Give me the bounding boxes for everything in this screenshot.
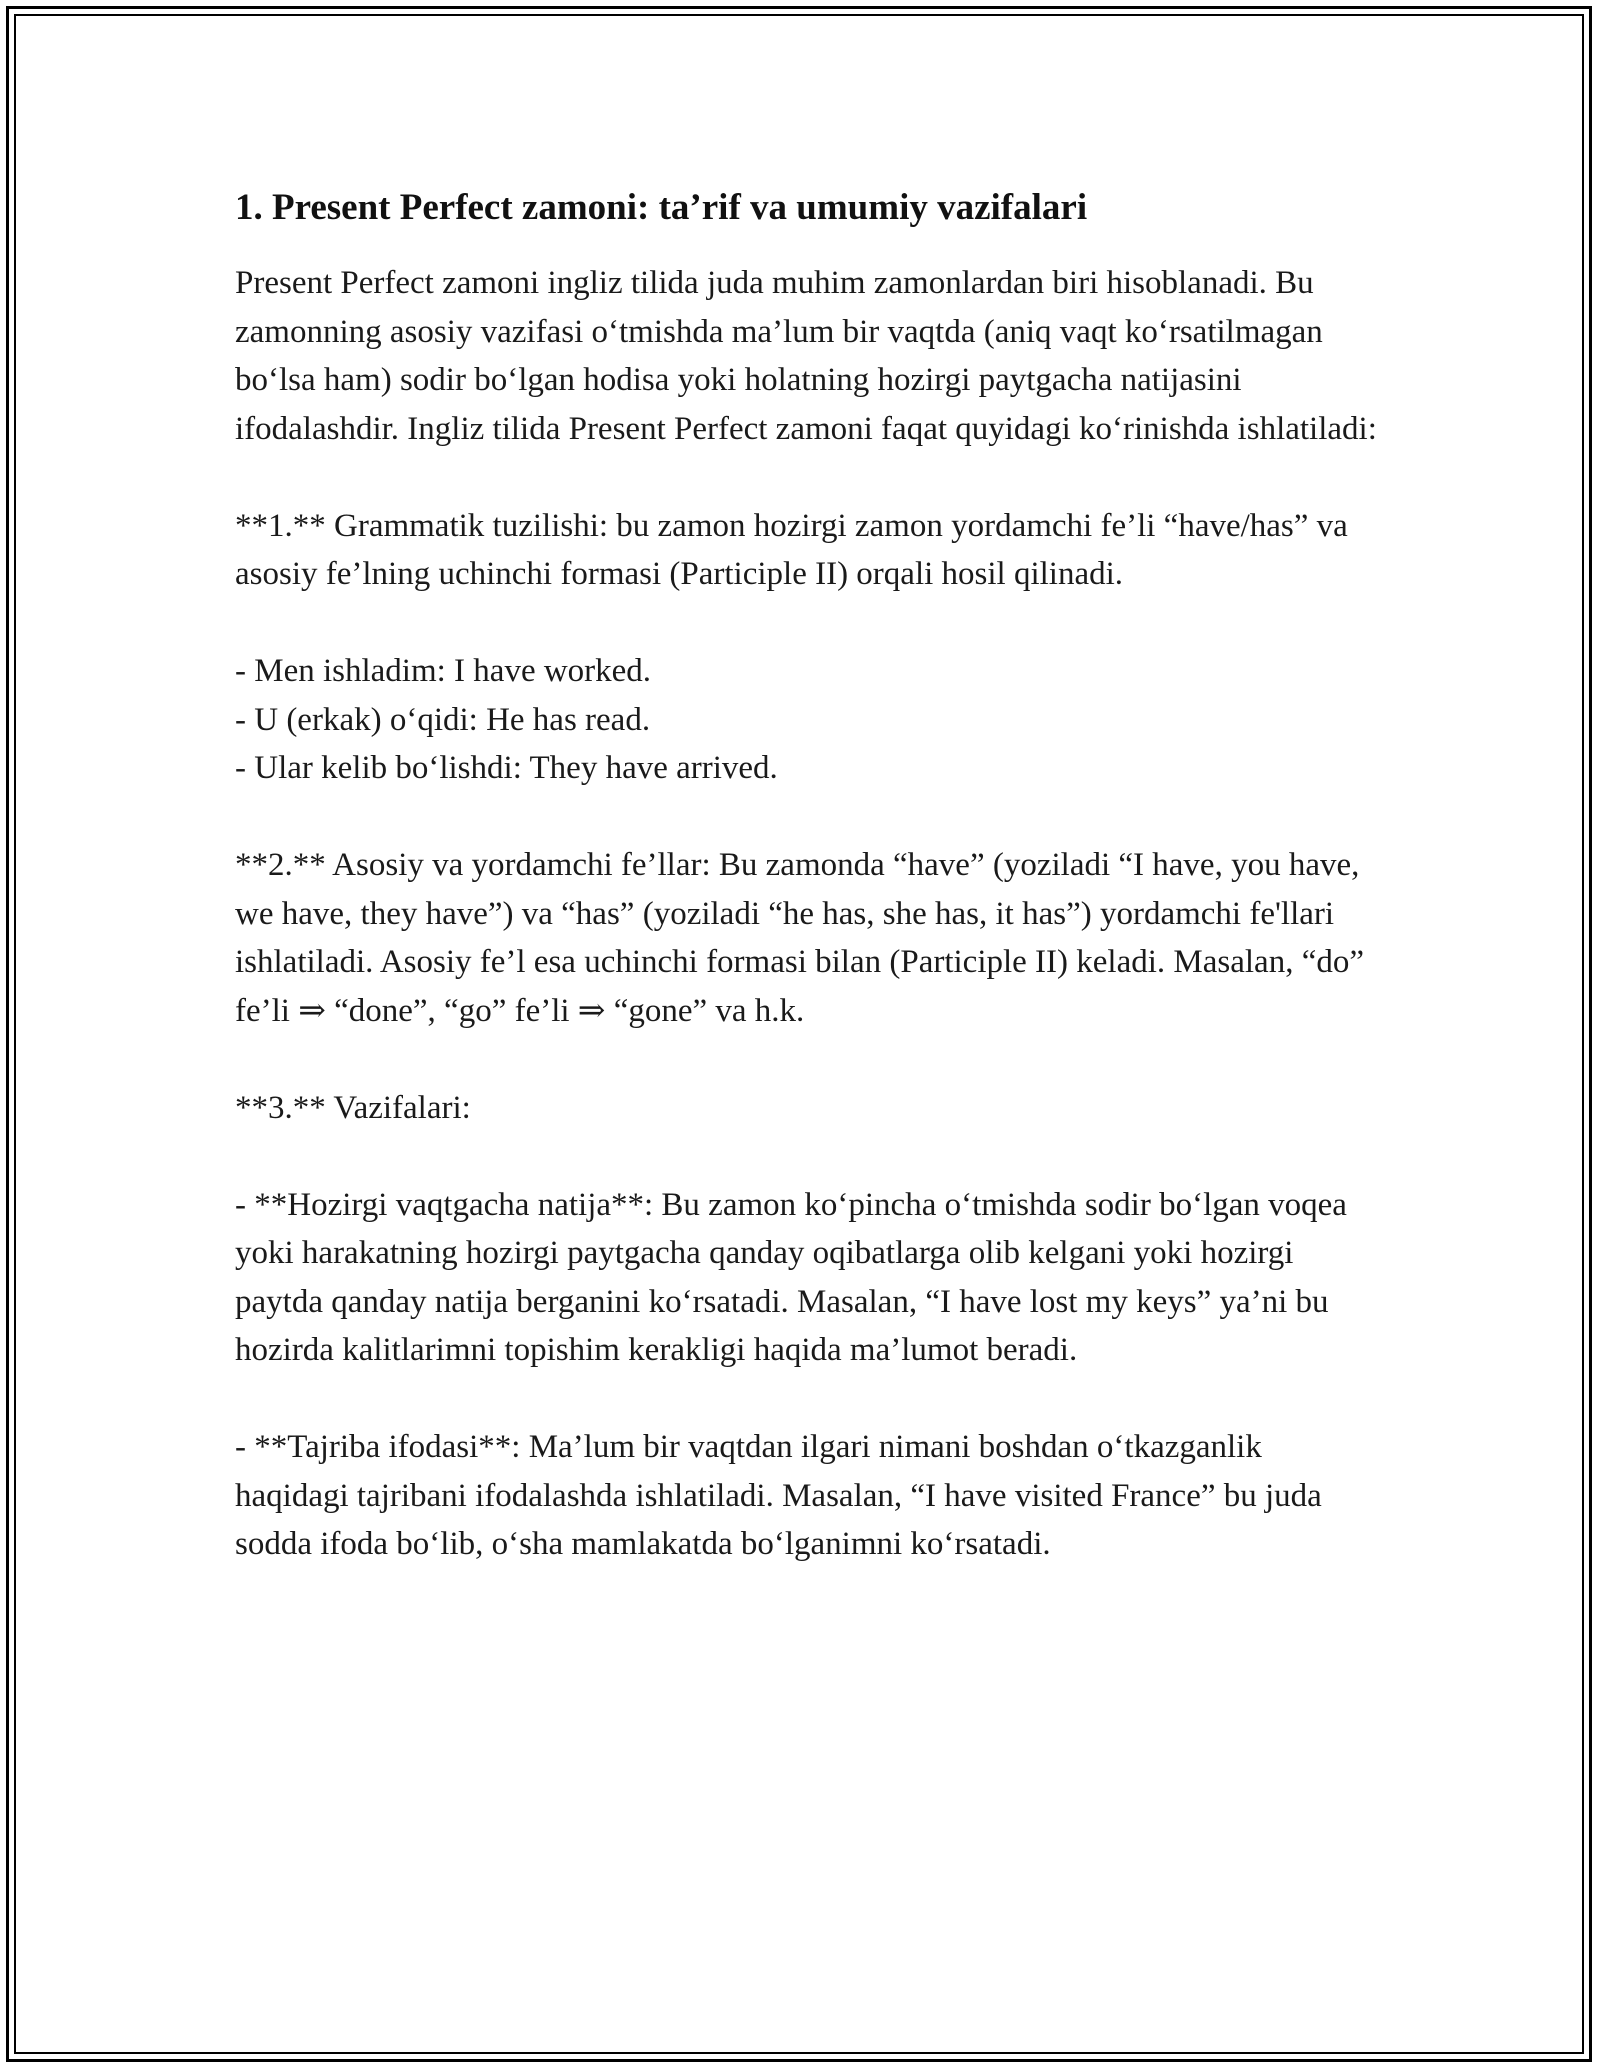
point-1-paragraph: **1.** Grammatik tuzilishi: bu zamon hozirgi zamon yordamchi fe’li “have/has” va asosiy fe’lning uchinchi formasi (Participle II) orqali hosil qilinadi. <box>235 507 1348 592</box>
examples-list <box>235 647 1380 793</box>
bullet-experience-paragraph: - **Tajriba ifodasi**: Ma’lum bir vaqtdan ilgari nimani boshdan o‘tkazganlik haqidagi tajribani ifodalashda ishlatiladi. Masalan, “I have visited France” bu juda sodda ifoda bo‘lib, o‘sha mamlakatda bo‘lganimni ko‘rsatadi. <box>235 1429 1322 1562</box>
point-2-paragraph: **2.** Asosiy va yordamchi fe’llar: Bu zamonda “have” (yoziladi “I have, you have, we have, they have”) va “has” (yoziladi “he has, she has, it has”) yordamchi fe'llari ishlatiladi. Asosiy fe’l esa uchinchi formasi bilan (Participle II) keladi. Masalan, “do” fe’li ⇒ “done”, “go” fe’li ⇒ “gone” va h.k. <box>235 847 1364 1029</box>
point-3-heading: **3.** Vazifalari: <box>235 1089 471 1126</box>
example-line: - Ular kelib bo‘lishdi: They have arrived. <box>235 750 778 786</box>
example-line: - U (erkak) o‘qidi: He has read. <box>235 701 651 738</box>
section-heading: 1. Present Perfect zamoni: ta’rif va umumiy vazifalari <box>235 187 1088 228</box>
bullet-result-paragraph: - **Hozirgi vaqtgacha natija**: Bu zamon ko‘pincha o‘tmishda sodir bo‘lgan voqea yoki harakatning hozirgi paytgacha qanday oqibatlarga olib kelgani yoki hozirgi paytda qanday natija berganini ko‘rsatadi. Masalan, “I have lost my keys” ya’ni bu hozirda kalitlarimni topishim kerakligi haqida ma’lumot beradi. <box>235 1186 1347 1368</box>
example-line: - Men ishladim: I have worked. <box>235 653 652 689</box>
document-body <box>235 185 1380 1617</box>
intro-paragraph: Present Perfect zamoni ingliz tilida juda muhim zamonlardan biri hisoblanadi. Bu zamonning asosiy vazifasi o‘tmishda ma’lum bir vaqtda (aniq vaqt ko‘rsatilmagan bo‘lsa ham) sodir bo‘lgan hodisa yoki holatning hozirgi paytgacha natijasini ifodalashdir. Ingliz tilida Present Perfect zamoni faqat quyidagi ko‘rinishda ishlatiladi: <box>235 265 1377 447</box>
